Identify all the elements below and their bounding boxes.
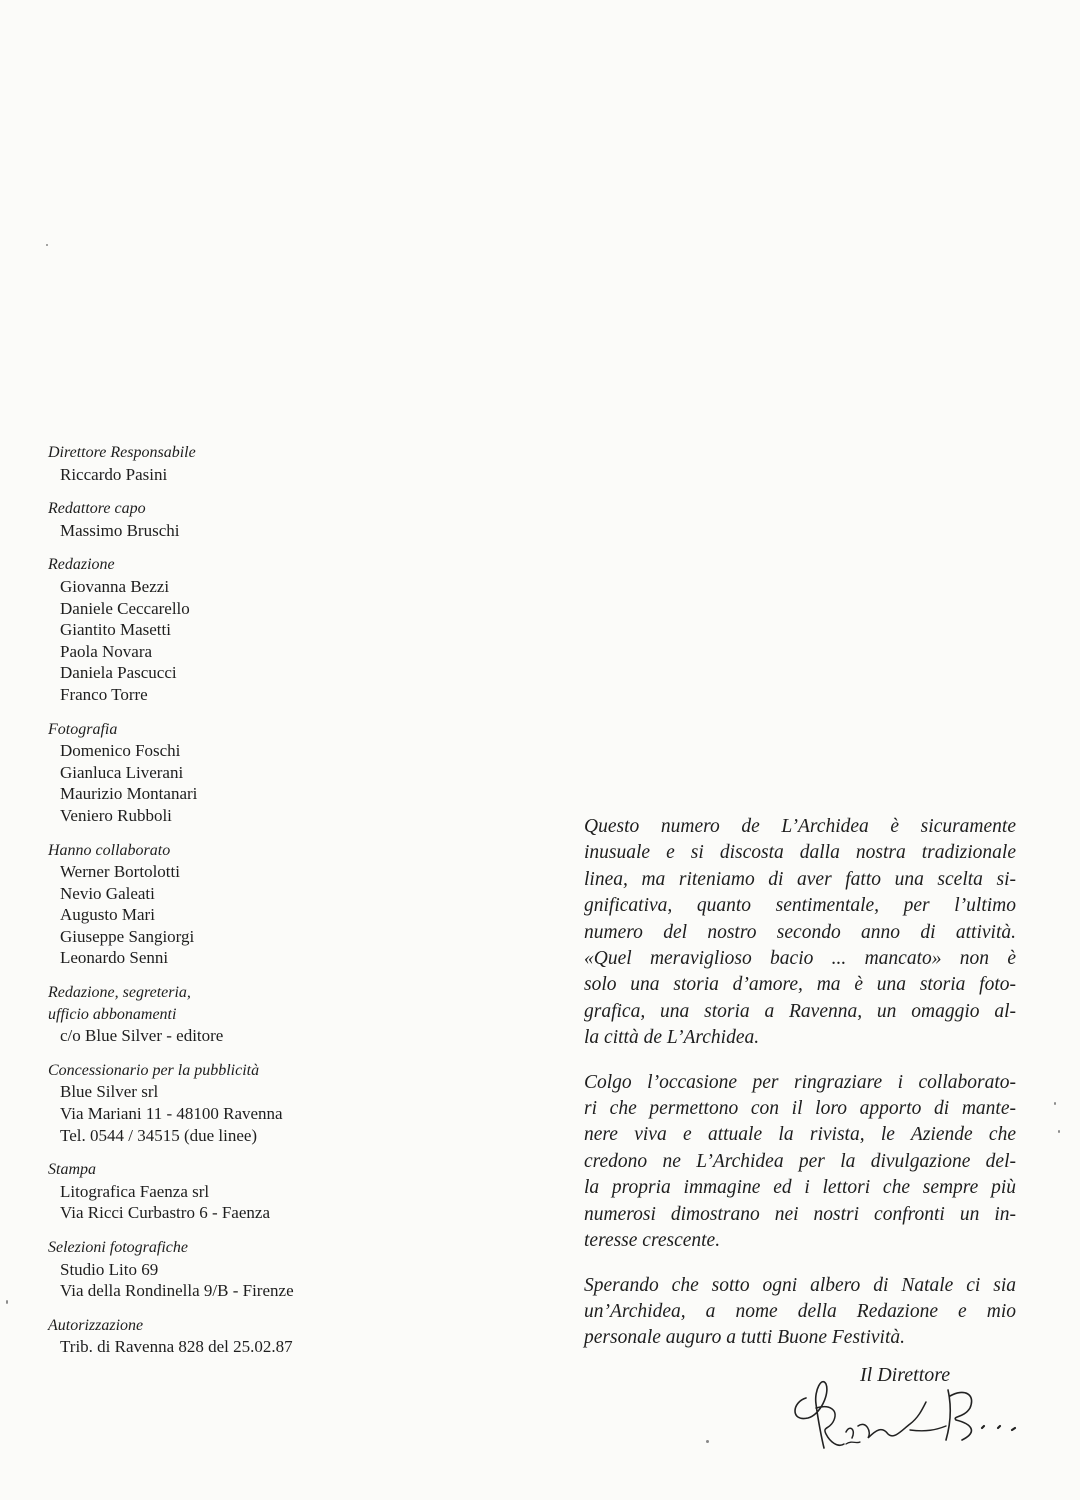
letter-line: linea, ma riteniamo di aver fatto una scelta si- [584, 868, 1016, 890]
signoff-title: Il Direttore [860, 1364, 951, 1386]
masthead-entry: Giuseppe Sangiorgi [60, 926, 195, 946]
letter-line: la città de L’Archidea. [584, 1027, 760, 1049]
letter-line: la propria immagine ed i lettori che sempre più [584, 1177, 1016, 1199]
letter-line: personale auguro a tutti Buone Festività. [584, 1327, 905, 1349]
letter-line: credono ne L’Archidea per la divulgazione del- [584, 1150, 1016, 1172]
masthead-entry: c/o Blue Silver - editore [60, 1026, 224, 1046]
masthead-entry: Franco Torre [60, 684, 148, 704]
masthead-section [48, 1315, 378, 1358]
masthead-entry: Veniero Rubboli [60, 805, 172, 825]
masthead-entry: Domenico Foschi [60, 741, 181, 761]
letter-line: inusuale e si discosta dalla nostra tradizionale [584, 842, 1016, 864]
letter-line: numero del nostro secondo anno di attività. [584, 921, 1016, 943]
letter-paragraph [584, 814, 1016, 1052]
masthead-entry: Blue Silver srl [60, 1082, 159, 1102]
masthead-section [48, 1237, 378, 1302]
masthead-role: ufficio abbonamenti [48, 1005, 177, 1023]
masthead-entry: Tel. 0544 / 34515 (due linee) [60, 1125, 258, 1145]
handwritten-signature [786, 1360, 1046, 1470]
masthead-role: Selezioni fotografiche [48, 1239, 188, 1256]
letter-line: Sperando che sotto ogni albero di Natale ci sia [584, 1274, 1016, 1296]
masthead-entry: Daniela Pascucci [60, 663, 177, 683]
masthead-role: Stampa [48, 1161, 96, 1179]
letter-line: nere viva e attuale la rivista, le Aziende che [584, 1124, 1016, 1146]
masthead-section [48, 554, 378, 705]
masthead-section [48, 498, 378, 541]
masthead-role: Redazione, segreteria, [48, 984, 191, 1002]
letter-line: Colgo l’occasione per ringraziare i collaborato- [584, 1071, 1016, 1093]
masthead-entry: Via della Rondinella 9/B - Firenze [60, 1281, 294, 1301]
masthead-entry: Trib. di Ravenna 828 del 25.02.87 [60, 1337, 293, 1357]
letter-paragraph [584, 1273, 1016, 1352]
masthead-entry: Maurizio Montanari [60, 784, 198, 804]
masthead-entry: Gianluca Liverani [60, 762, 184, 782]
letter-line: grafica, una storia a Ravenna, un omaggio al- [584, 1000, 1016, 1022]
letter-line: Questo numero de L’Archidea è sicuramente [584, 816, 1016, 837]
letter-line: teresse crescente. [584, 1230, 721, 1252]
scan-speck [1054, 1102, 1056, 1105]
masthead-entry: Daniele Ceccarello [60, 598, 190, 618]
masthead-entry: Nevio Galeati [60, 883, 155, 903]
masthead-role: Concessionario per la pubblicità [48, 1061, 260, 1079]
masthead-section [48, 719, 378, 827]
masthead-entry: Augusto Mari [60, 905, 155, 925]
masthead-role: Hanno collaborato [48, 841, 171, 859]
scan-speck [6, 1300, 8, 1304]
letter-line: ri che permettono con il loro apporto di mante- [584, 1098, 1016, 1120]
masthead-section [48, 1060, 378, 1146]
masthead-role: Redazione [48, 556, 115, 574]
masthead-entry: Riccardo Pasini [60, 464, 168, 484]
masthead-role: Fotografia [48, 720, 118, 738]
masthead-colophon [48, 442, 378, 1371]
masthead-section [48, 1159, 378, 1224]
letter-paragraph [584, 1070, 1016, 1255]
masthead-entry: Giovanna Bezzi [60, 576, 170, 596]
masthead-entry: Studio Lito 69 [60, 1259, 159, 1279]
masthead-entry: Paola Novara [60, 641, 153, 661]
scan-speck [1058, 1130, 1060, 1133]
masthead-role: Redattore capo [48, 500, 146, 518]
editorial-letter [584, 814, 1016, 1370]
masthead-entry: Via Mariani 11 - 48100 Ravenna [60, 1104, 283, 1124]
masthead-section [48, 982, 378, 1047]
scan-speck [706, 1440, 709, 1443]
masthead-role: Direttore Responsabile [48, 444, 196, 461]
letter-line: «Quel meraviglioso bacio ... mancato» non è [584, 948, 1016, 970]
masthead-section [48, 840, 378, 970]
masthead-entry: Litografica Faenza srl [60, 1181, 210, 1201]
masthead-entry: Massimo Bruschi [60, 520, 180, 540]
scan-speck [46, 244, 48, 246]
masthead-role: Autorizzazione [48, 1316, 144, 1334]
masthead-section [48, 442, 378, 485]
masthead-entry: Leonardo Senni [60, 948, 169, 968]
letter-line: solo una storia d’amore, ma è una storia foto- [584, 974, 1016, 996]
letter-line: un’Archidea, a nome della Redazione e mio [584, 1300, 1016, 1322]
masthead-entry: Giantito Masetti [60, 620, 171, 640]
masthead-entry: Werner Bortolotti [60, 862, 180, 882]
letter-line: gnificativa, quanto sentimentale, per l’ultimo [584, 895, 1016, 917]
masthead-entry: Via Ricci Curbastro 6 - Faenza [60, 1203, 270, 1223]
letter-line: numerosi dimostrano nei nostri confronti un in- [584, 1203, 1016, 1225]
